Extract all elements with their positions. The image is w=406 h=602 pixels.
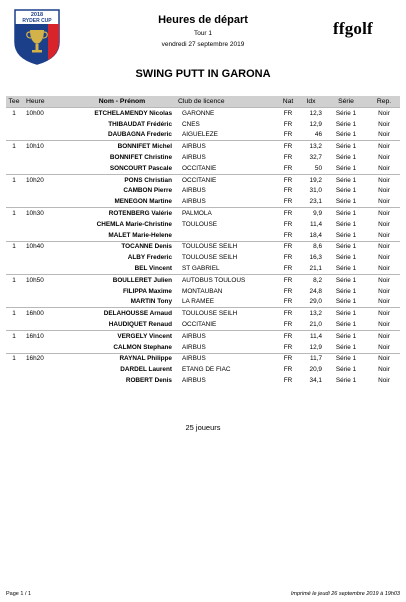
cell-club: AIRBUS [182,154,206,162]
cell-idx: 11,4 [310,220,322,228]
cell-nat: FR [283,332,293,340]
cell-club: CNES [182,120,200,128]
cell-idx: 13,2 [309,143,322,151]
cell-name: ROTENBERG Valérie [108,210,172,218]
cell-heure: 10h00 [26,109,44,117]
table-row [6,274,400,286]
cell-serie: Série 1 [335,164,357,172]
table-row [6,342,400,353]
cell-rep: Noir [378,154,390,162]
cell-tee: 1 [12,210,16,218]
cell-tee: 1 [12,332,16,340]
cell-idx: 19,2 [309,176,322,184]
cell-club: AIRBUS [182,143,206,151]
cell-rep: Noir [378,343,390,351]
col-name: Nom - Prénom [98,98,146,105]
cell-name: DARDEL Laurent [120,366,172,374]
cell-idx: 9,9 [313,210,322,218]
cell-idx: 18,4 [309,231,322,239]
cell-club: ETANG DE FIAC [182,366,231,374]
cell-rep: Noir [378,210,390,218]
cell-serie: Série 1 [335,198,357,206]
cell-rep: Noir [378,120,390,128]
cell-idx: 34,1 [309,377,322,385]
cell-heure: 16h20 [26,355,44,363]
cell-rep: Noir [378,187,390,195]
cell-rep: Noir [378,220,390,228]
cell-rep: Noir [378,164,390,172]
cell-idx: 11,7 [310,355,322,363]
cell-serie: Série 1 [335,287,357,295]
cell-rep: Noir [378,109,390,117]
cell-serie: Série 1 [335,120,357,128]
cell-club: AUTOBUS TOULOUS [182,276,246,284]
cell-nat: FR [283,321,293,329]
table-row [6,130,400,141]
table-row [6,107,400,119]
cell-serie: Série 1 [335,154,357,162]
cell-nat: FR [283,243,293,251]
cell-serie: Série 1 [335,276,357,284]
cell-nat: FR [283,343,293,351]
table-row [6,330,400,342]
cell-name: DELAHOUSSE Arnaud [103,310,172,318]
table-row [6,174,400,186]
table-row [6,207,400,219]
cell-club: AIRBUS [182,198,206,206]
table-row [6,375,400,386]
cell-rep: Noir [378,254,390,262]
cell-club: GARONNE [182,109,215,117]
cell-name: SONCOURT Pascale [109,164,172,172]
cell-nat: FR [283,187,293,195]
cell-club: AIRBUS [182,332,206,340]
table-body [6,107,400,386]
cell-name: FILIPPA Maxime [122,287,172,295]
cell-idx: 12,9 [309,120,322,128]
cell-rep: Noir [378,143,390,151]
cell-nat: FR [283,120,293,128]
cell-nat: FR [283,164,293,172]
table-row [6,163,400,174]
col-heure: Heure [26,98,45,105]
col-rep: Rep. [376,98,392,105]
table-row [6,219,400,230]
cell-club: TOULOUSE SEILH [182,254,238,262]
round-label: Tour 1 [193,30,213,37]
col-idx: Idx [306,98,316,105]
cell-rep: Noir [378,377,390,385]
cell-nat: FR [283,287,293,295]
cell-serie: Série 1 [335,377,357,385]
table-row [6,241,400,253]
cell-name: CHEMLA Marie-Christine [96,220,172,228]
cell-nat: FR [283,298,293,306]
cell-rep: Noir [378,321,390,329]
cell-idx: 11,4 [310,332,322,340]
print-timestamp: Imprimé le jeudi 26 septembre 2019 à 19h03 [290,591,400,597]
cell-serie: Série 1 [335,143,357,151]
cell-serie: Série 1 [335,366,357,374]
cell-rep: Noir [378,332,390,340]
cell-nat: FR [283,220,293,228]
cell-idx: 12,3 [309,109,322,117]
cell-club: AIGUELEZE [182,131,218,139]
cell-tee: 1 [12,276,16,284]
cell-nat: FR [283,355,293,363]
cell-heure: 10h10 [26,143,44,151]
cell-serie: Série 1 [335,321,357,329]
cell-rep: Noir [378,366,390,374]
cell-club: ST GABRIEL [182,265,220,273]
cell-idx: 13,2 [309,310,322,318]
cell-heure: 16h10 [26,332,44,340]
cell-nat: FR [283,231,293,239]
cell-tee: 1 [12,310,16,318]
cell-rep: Noir [378,276,390,284]
cell-rep: Noir [378,287,390,295]
cell-idx: 32,7 [309,154,322,162]
cell-serie: Série 1 [335,355,357,363]
competition-title: SWING PUTT IN GARONA [135,68,271,80]
cell-nat: FR [283,265,293,273]
cell-nat: FR [283,276,293,284]
cell-serie: Série 1 [335,310,357,318]
cell-idx: 8,6 [313,243,322,251]
event-date: vendredi 27 septembre 2019 [161,41,245,48]
cell-idx: 21,1 [309,265,322,273]
table-row [6,152,400,163]
cell-name: THIBAUDAT Frédéric [108,120,172,128]
cell-tee: 1 [12,355,16,363]
table-row [6,119,400,130]
cell-nat: FR [283,254,293,262]
table-row [6,140,400,152]
page-number: Page 1 / 1 [6,591,32,597]
cell-club: TOULOUSE SEILH [182,310,238,318]
cell-serie: Série 1 [335,243,357,251]
cell-nat: FR [283,131,293,139]
cell-tee: 1 [12,243,16,251]
cell-rep: Noir [378,176,390,184]
cell-heure: 10h20 [26,176,44,184]
cell-serie: Série 1 [335,343,357,351]
cell-serie: Série 1 [335,109,357,117]
cell-heure: 10h30 [26,210,44,218]
table-row [6,353,400,365]
cell-rep: Noir [378,243,390,251]
cell-name: CALMON Stephane [113,343,172,351]
cell-club: AIRBUS [182,355,206,363]
table-row [6,319,400,330]
cell-club: AIRBUS [182,343,206,351]
cell-idx: 46 [314,131,322,139]
cell-name: CAMBON Pierre [123,187,172,195]
table-row [6,297,400,308]
table-row [6,263,400,274]
cell-name: TOCANNE Denis [121,243,172,251]
cell-club: TOULOUSE SEILH [182,243,238,251]
cell-club: LA RAMEE [182,298,214,306]
logo-year: 2018 [30,12,44,18]
col-nat: Nat [282,98,294,105]
table-row [6,307,400,319]
cell-nat: FR [283,210,293,218]
cell-name: RAYNAL Philippe [119,355,172,363]
cell-club: OCCITANIE [182,321,217,329]
cell-serie: Série 1 [335,298,357,306]
cell-club: MONTAUBAN [182,287,223,295]
cell-name: DAUBAGNA Frederic [107,131,172,139]
cell-name: MENEGON Martine [114,198,172,206]
cell-club: PALMOLA [182,210,212,218]
player-count: 25 joueurs [185,423,221,432]
cell-idx: 24,8 [309,287,322,295]
cell-idx: 16,3 [309,254,322,262]
cell-tee: 1 [12,176,16,184]
cell-name: ROBERT Denis [125,377,172,385]
cell-club: TOULOUSE [182,220,218,228]
cell-name: BONNIFET Michel [117,143,172,151]
cell-idx: 23,1 [309,198,322,206]
cell-idx: 12,9 [309,343,322,351]
cell-name: VERGELY Vincent [117,332,172,340]
cell-name: PONS Christian [124,176,172,184]
cell-rep: Noir [378,265,390,273]
cell-nat: FR [283,310,293,318]
table-row [6,252,400,263]
cell-tee: 1 [12,143,16,151]
cell-serie: Série 1 [335,187,357,195]
cell-rep: Noir [378,231,390,239]
cell-name: BOULLERET Julien [112,276,172,284]
cell-club: AIRBUS [182,377,206,385]
cell-club: AIRBUS [182,187,206,195]
cell-name: BONNIFET Christine [109,154,172,162]
cell-idx: 50 [314,164,322,172]
cell-nat: FR [283,154,293,162]
cell-name: MARTIN Tony [130,298,172,306]
cell-serie: Série 1 [335,131,357,139]
cell-serie: Série 1 [335,210,357,218]
table-row [6,186,400,197]
cell-serie: Série 1 [335,265,357,273]
col-serie: Série [338,98,354,105]
cell-nat: FR [283,198,293,206]
cell-idx: 29,0 [309,298,322,306]
cell-heure: 10h40 [26,243,44,251]
cell-serie: Série 1 [335,254,357,262]
ffgolf-logo: ffgolf [333,19,373,38]
cell-serie: Série 1 [335,220,357,228]
cell-heure: 16h00 [26,310,44,318]
cell-idx: 31,0 [309,187,322,195]
table-row [6,286,400,297]
table-row [6,230,400,241]
cell-rep: Noir [378,355,390,363]
cell-heure: 10h50 [26,276,44,284]
table-row [6,364,400,375]
col-tee: Tee [8,98,20,105]
cell-serie: Série 1 [335,176,357,184]
cell-idx: 20,9 [309,366,322,374]
cell-serie: Série 1 [335,231,357,239]
cell-rep: Noir [378,131,390,139]
cell-nat: FR [283,143,293,151]
start-times-table [6,96,400,386]
col-club: Club de licence [178,98,225,105]
cell-nat: FR [283,109,293,117]
cell-idx: 21,0 [309,321,322,329]
cell-serie: Série 1 [335,332,357,340]
cell-name: BEL Vincent [134,265,172,273]
table-row [6,196,400,207]
cell-name: ETCHELAMENDY Nicolas [94,109,172,117]
cell-name: ALBY Frederic [127,254,172,262]
cell-nat: FR [283,377,293,385]
logo-text: RYDER CUP [22,18,52,24]
cell-tee: 1 [12,109,16,117]
cell-nat: FR [283,366,293,374]
cell-nat: FR [283,176,293,184]
cell-club: OCCITANIE [182,176,217,184]
page-title: Heures de départ [158,14,248,26]
cell-rep: Noir [378,310,390,318]
table-header [6,96,400,107]
cell-idx: 8,2 [313,276,322,284]
cell-name: MALET Marie-Helene [108,231,172,239]
cell-club: OCCITANIE [182,164,217,172]
cell-name: HAUDIQUET Renaud [108,321,172,329]
cell-rep: Noir [378,298,390,306]
cell-rep: Noir [378,198,390,206]
